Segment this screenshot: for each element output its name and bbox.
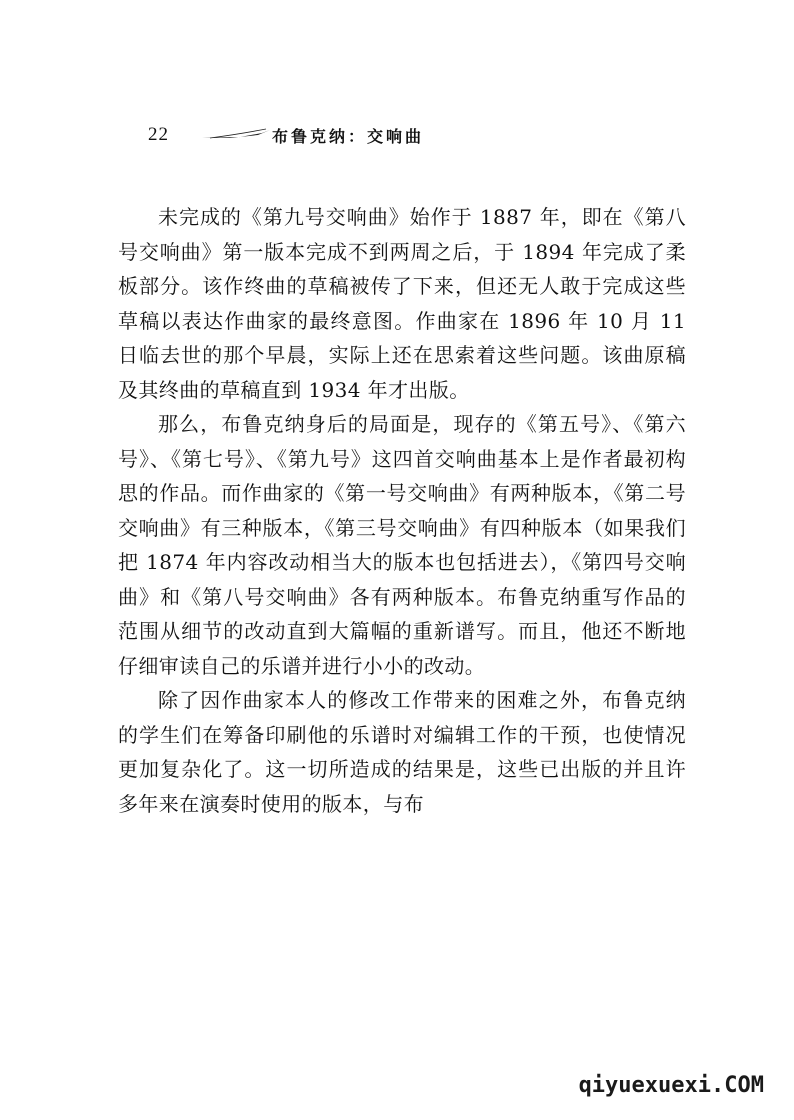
paragraph-3: 除了因作曲家本人的修改工作带来的困难之外，布鲁克纳的学生们在筹备印刷他的乐谱时对编辑工作的干预，也使情况更加复杂化了。这一切所造成的结果是，这些已出版的并且许多年来在演奏时使用的版本，与布 <box>118 688 686 816</box>
paragraph-1: 未完成的《第九号交响曲》始作于 1887 年，即在《第八号交响曲》第一版本完成不到两周之后，于 1894 年完成了柔板部分。该作终曲的草稿被传了下来，但还无人敢于完成这些草稿以表达作曲家的最终意图。作曲家在 1896 年 10 月 11 日临去世的那个早晨，实际上还在思索着这些问题。该曲原稿及其终曲的草稿直到 1934 年才出版。 <box>118 205 686 402</box>
page-number: 22 <box>148 124 169 145</box>
body-text <box>118 200 686 821</box>
running-title: 布鲁克纳：交响曲 <box>272 127 425 146</box>
page-header <box>140 120 700 150</box>
paragraph-2: 那么，布鲁克纳身后的局面是，现存的《第五号》、《第六号》、《第七号》、《第九号》这四首交响曲基本上是作者最初构思的作品。而作曲家的《第一号交响曲》有两种版本，《第二号交响曲》有三种版本，《第三号交响曲》有四种版本（如果我们把 1874 年内容改动相当大的版本也包括进去），《第四号交响曲》和《第八号交响曲》各有两种版本。布鲁克纳重写作品的范围从细节的改动直到大篇幅的重新谱写。而且，他还不断地仔细审读自己的乐谱并进行小小的改动。 <box>118 412 686 678</box>
site-watermark: qiyuexuexi.COM <box>578 1073 764 1098</box>
